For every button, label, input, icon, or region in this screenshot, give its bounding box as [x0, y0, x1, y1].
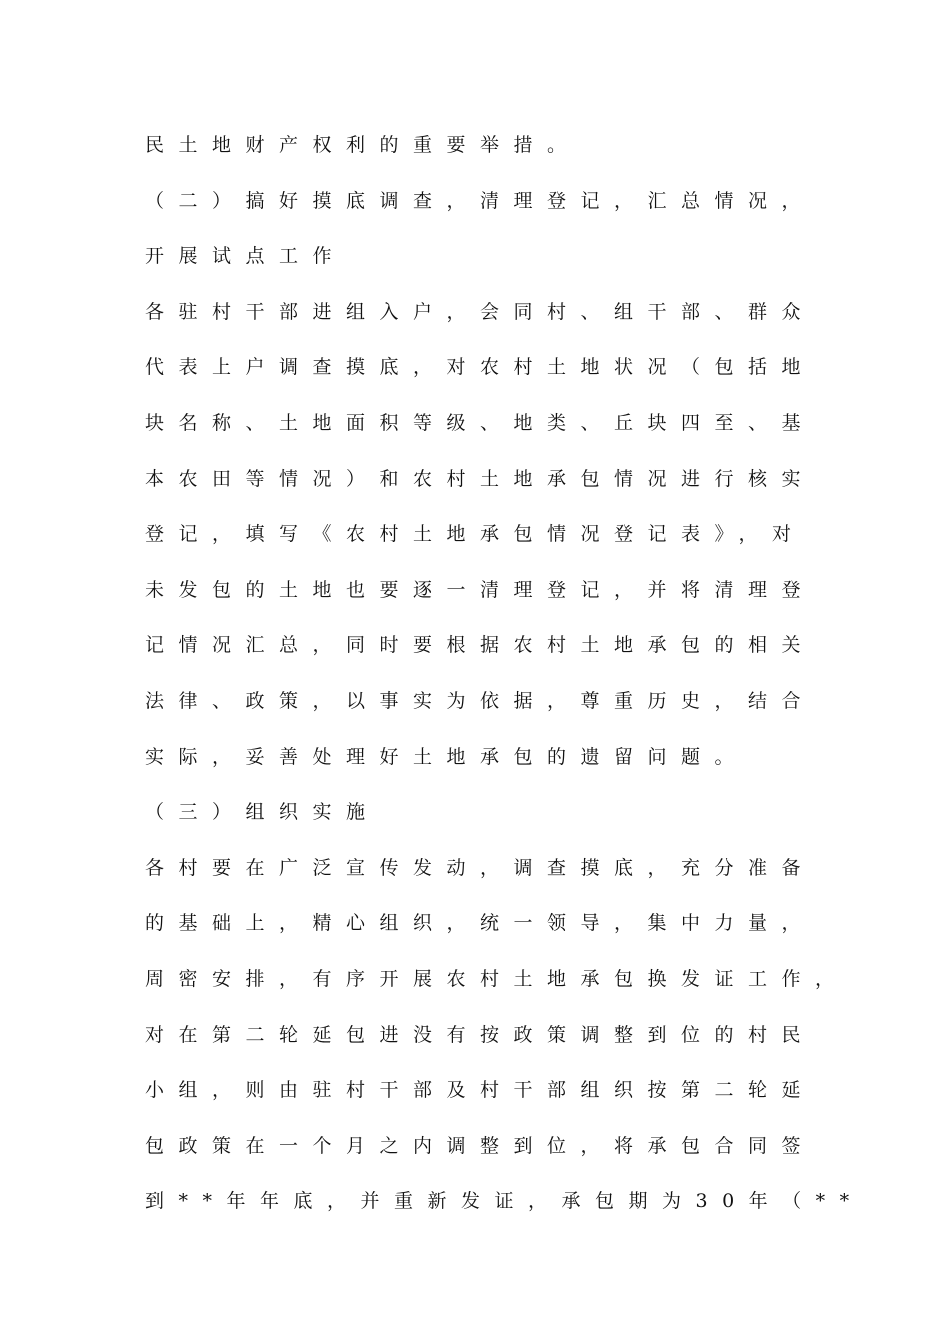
text-line: 各村要在广泛宣传发动，调查摸底，充分准备: [145, 857, 816, 879]
text-line: 实际，妥善处理好土地承包的遗留问题。: [145, 746, 749, 768]
text-line: 的基础上，精心组织，统一领导，集中力量，: [145, 912, 816, 934]
text-line: 各驻村干部进组入户，会同村、组干部、群众: [145, 301, 816, 323]
text-line: 记情况汇总，同时要根据农村土地承包的相关: [145, 634, 816, 656]
text-line: 法律、政策，以事实为依据，尊重历史，结合: [145, 690, 816, 712]
section-heading-continued: 开展试点工作: [145, 245, 347, 267]
text-line: 本农田等情况）和农村土地承包情况进行核实: [145, 468, 816, 490]
text-line: 块名称、土地面积等级、地类、丘块四至、基: [145, 412, 816, 434]
section-heading: （三）组织实施: [145, 801, 380, 823]
text-line: 周密安排，有序开展农村土地承包换发证工作，: [145, 968, 849, 990]
text-line: 小组，则由驻村干部及村干部组织按第二轮延: [145, 1079, 816, 1101]
text-line: 到**年年底，并重新发证，承包期为30年（**: [145, 1190, 864, 1212]
text-line: 未发包的土地也要逐一清理登记，并将清理登: [145, 579, 816, 601]
text-line: 登记，填写《农村土地承包情况登记表》，对: [145, 523, 806, 545]
text-line: 对在第二轮延包进没有按政策调整到位的村民: [145, 1024, 816, 1046]
text-line: 代表上户调查摸底，对农村土地状况（包括地: [145, 356, 816, 378]
section-heading: （二）搞好摸底调查，清理登记，汇总情况，: [145, 190, 816, 212]
text-line: 包政策在一个月之内调整到位，将承包合同签: [145, 1135, 816, 1157]
text-line: 民土地财产权利的重要举措。: [145, 134, 581, 156]
